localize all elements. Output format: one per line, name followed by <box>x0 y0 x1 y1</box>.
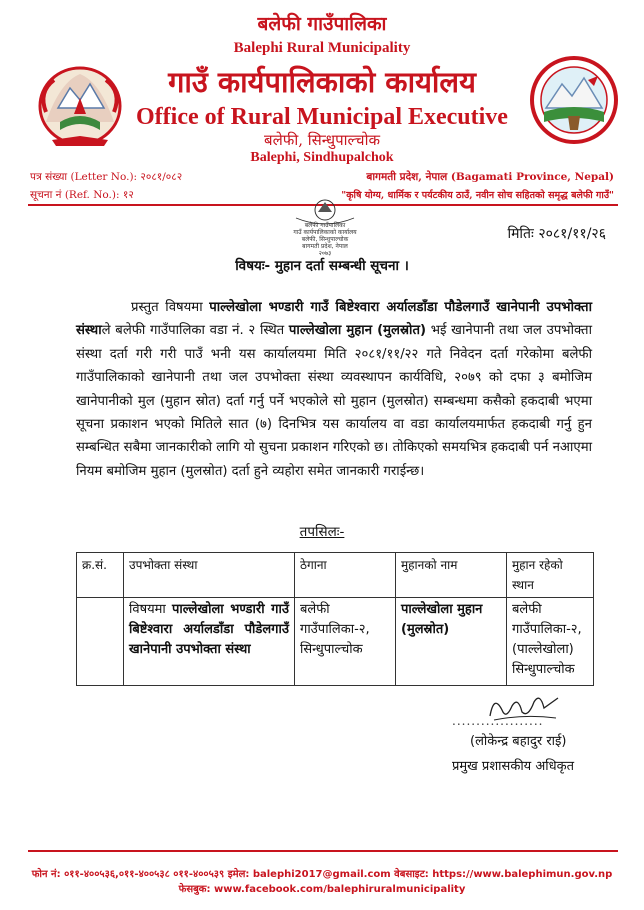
col-header-sn: क्र.सं. <box>77 553 124 598</box>
stamp-line-2: गाउँ कार्यपालिकाको कार्यालय <box>293 229 357 236</box>
stamp-line-4: बागमती प्रदेश, नेपाल <box>302 243 348 250</box>
letter-number <box>30 170 182 184</box>
footer-contact: फोन नं: ०११-४००५३६,०११-४००५३८ ०११-४००५३९ इमेल: balephi2017@gmail.com वेबसाइट: https://www.balephimun.gov.np <box>31 869 613 880</box>
signatory-title: प्रमुख प्रशासकीय अधिकृत <box>452 759 575 774</box>
subject-line: विषयः- मुहान दर्ता सम्बन्धी सूचना । <box>235 258 409 274</box>
municipality-name-en: Balephi Rural Municipality <box>233 40 411 56</box>
body-org-name: पाल्लेखोला भण्डारी गाउँ बिष्टेश्वारा अर्यालडाँडा पौडेलगाउँ खानेपानी उपभोक्ता संस्था <box>76 300 592 339</box>
cell-org-name: पाल्लेखोला भण्डारी गाउँ बिष्टेश्वारा अर्यालडाँडा पौडेलगाउँ खानेपानी उपभोक्ता संस्था <box>129 602 289 657</box>
stamp-line-1: बलेफी गाउँपालिका <box>304 222 346 229</box>
municipality-name-np: बलेफी गाउँपालिका <box>257 13 387 35</box>
col-header-location: मुहान रहेको स्थान <box>507 553 594 598</box>
table-row <box>77 598 594 686</box>
letter-number-label: पत्र संख्या (Letter No.): <box>30 171 138 183</box>
stamp-line-5: २०७३ <box>318 250 332 257</box>
reference-number-label: सूचना नं (Ref. No.): <box>30 189 120 201</box>
cell-source: पाल्लेखोला मुहान (मुलस्रोत) <box>396 598 507 686</box>
location-np: बलेफी, सिन्धुपाल्चोक <box>264 131 380 149</box>
table-header-row <box>77 553 594 598</box>
cell-org <box>124 598 295 686</box>
footer-divider <box>28 850 618 852</box>
cell-sn <box>77 598 124 686</box>
details-heading <box>0 522 644 540</box>
office-stamp-text <box>286 222 364 257</box>
signature-line: ................... <box>452 714 544 728</box>
body-intro: प्रस्तुत विषयमा <box>131 300 210 315</box>
cell-address: बलेफी गाउँपालिका-२, सिन्धुपाल्चोक <box>295 598 396 686</box>
footer-facebook: फेसबुक: www.facebook.com/balephiruralmunicipality <box>178 884 466 895</box>
stamp-line-3: बलेफी, सिन्धुपाल्चोक <box>301 236 349 243</box>
body-source-name: पाल्लेखोला मुहान (मुलस्रोत) <box>288 323 426 339</box>
province-line: बागमती प्रदेश, नेपाल (Bagamati Province, Nepal) <box>366 171 614 183</box>
notice-paragraph <box>76 296 592 483</box>
letter-number-value: २०८१/०८२ <box>140 171 183 183</box>
col-header-source: मुहानको नाम <box>396 553 507 598</box>
body-rest: भई खानेपानी तथा जल उपभोक्ता संस्था दर्ता गरी गरी पाउँ भनी यस कार्यालयमा मिति २०८१/११/२२ गते निवेदन दर्ता गरेकोमा बलेफी गाउँपालिकाको खानेपानी तथा जल उपभोक्ता संस्था व्यवस्थापन कार्यविधि, २०७९ को दफा ३ बमोजिम खानेपानीको मुल (मुहान स्रोत) दर्ता गर्नु पर्ने भएकोले सो मुहान (मुलस्रोत) सम्बन्धमा कसैको हकदाबी भएमा सूचना प्रकाशन भएको मितिले सात (७) दिनभित्र यस कार्यालय वा वडा कार्यालयमार्फत हकदाबी गर्नु हुन सम्बन्धित सबैमा जानकारीको लागि यो सुचना प्रकाशन गरिएको छ। तोकिएको समयभित्र हकदाबी पर्न नआएमा नियम बमोजिम मुहान (मुलस्रोत) दर्ता हुने व्यहोरा समेत जानकारी गराईन्छ। <box>76 323 592 479</box>
office-name-en: Office of Rural Municipal Executive <box>136 104 508 130</box>
reference-number-value: १२ <box>122 189 134 201</box>
office-name-np: गाउँ कार्यपालिकाको कार्यालय <box>168 65 476 99</box>
col-header-address: ठेगाना <box>295 553 396 598</box>
location-en: Balephi, Sindhupalchok <box>250 150 394 165</box>
document-date: मितिः २०८१/११/२६ <box>507 226 606 242</box>
cell-org-prefix: विषयमा <box>129 602 173 617</box>
details-heading-text: तपसिलः- <box>299 524 345 540</box>
cell-location: बलेफी गाउँपालिका-२, (पाल्लेखोला) सिन्धुपाल्चोक <box>507 598 594 686</box>
slogan: "कृषि योग्य, धार्मिक र पर्यटकीय ठाउँ, नवीन सोच सहितको समृद्ध बलेफी गाउँ" <box>341 190 614 201</box>
body-ward: ले बलेफी गाउँपालिका वडा नं. २ स्थित <box>101 323 289 339</box>
signatory-name: (लोकेन्द्र बहादुर राई) <box>470 734 567 749</box>
reference-number <box>30 188 134 202</box>
col-header-org: उपभोक्ता संस्था <box>124 553 295 598</box>
details-table <box>76 552 594 686</box>
notice-body <box>76 296 592 483</box>
